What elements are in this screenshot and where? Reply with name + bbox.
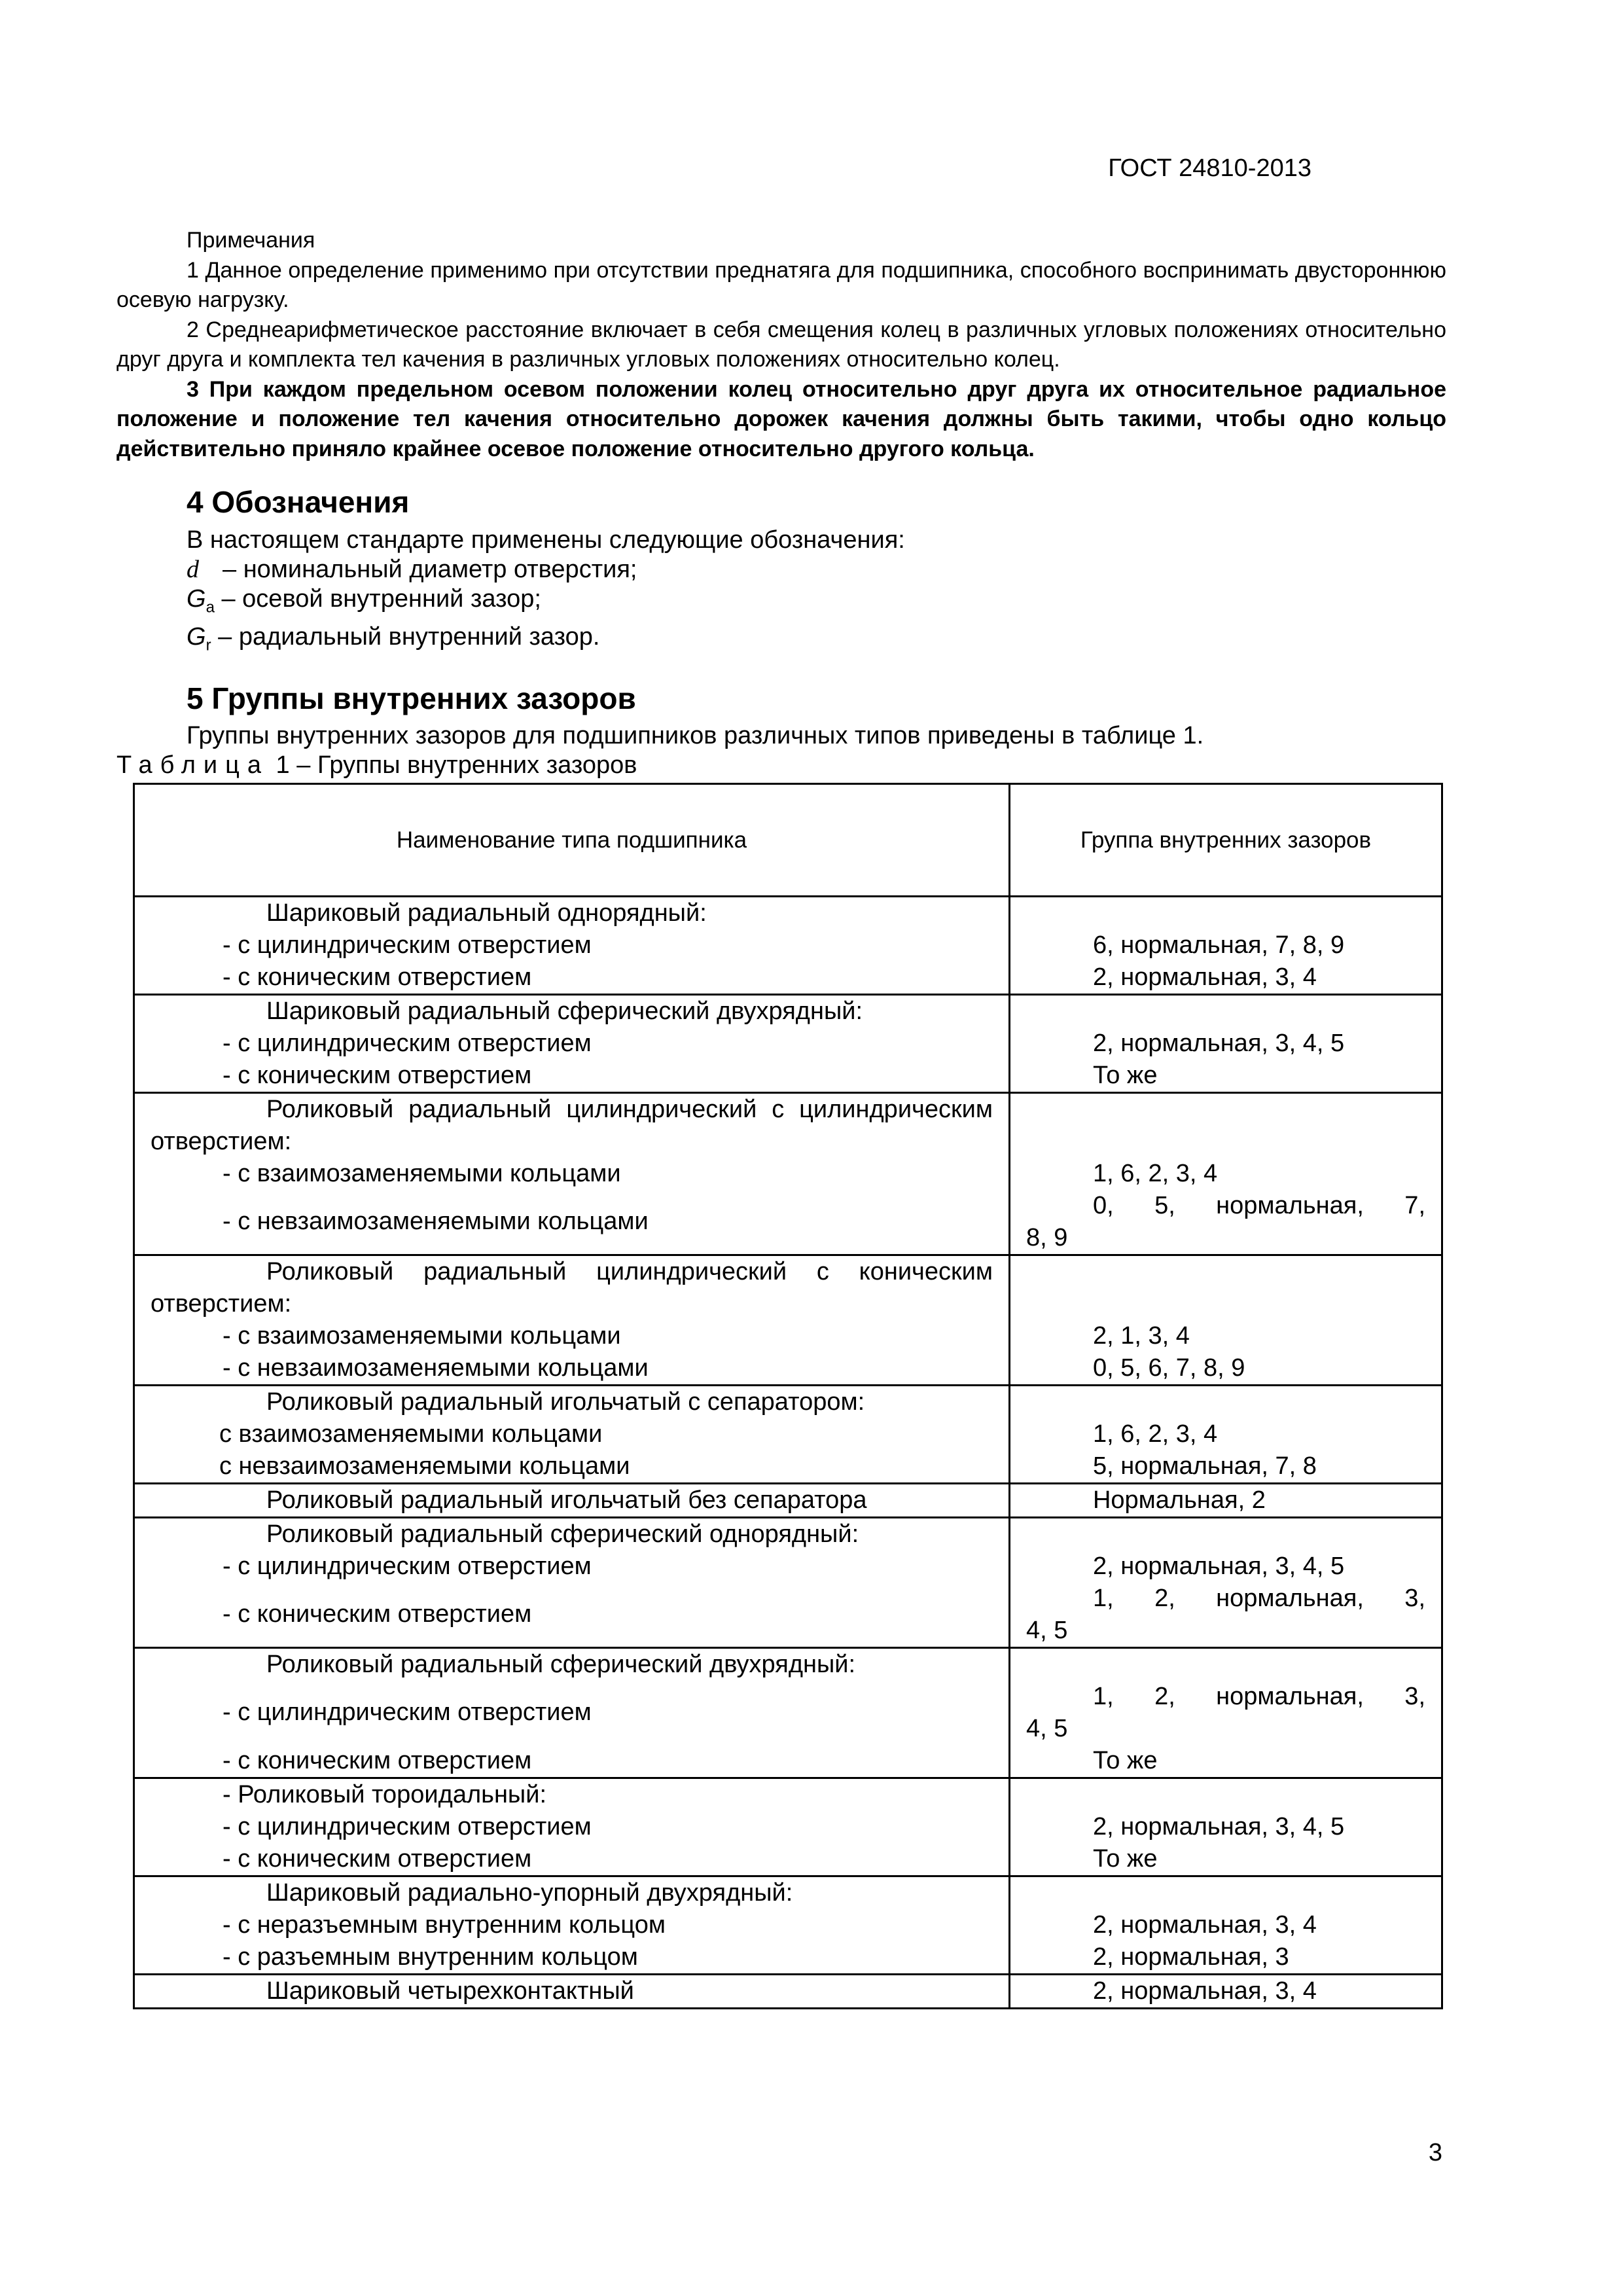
section-4-title: 4 Обозначения — [187, 485, 410, 519]
note-1: 1 Данное определение применимо при отсутствии преднатяга для подшипника, способного воспринимать двустороннюю осевую нагрузку. — [116, 257, 1446, 312]
note-3: 3 При каждом предельном осевом положении колец относительно друг друга их относительное радиальное положение и положение тел качения относительно дорожек качения должны быть такими, чтобы одно кольцо действительно приняло крайнее осевое положение относительно другого кольца. — [116, 376, 1446, 461]
table-caption-word: Таблица — [116, 751, 269, 779]
table-row: Роликовый радиальный игольчатый с сепаратором: с взаимозаменяемыми кольцами с невзаимозаменяемыми кольцами 1, 6, 2, 3, 4 5, нормальная, 7, 8 — [134, 1386, 1442, 1484]
table-header-row — [134, 784, 1442, 897]
note-2: 2 Среднеарифметическое расстояние включает в себя смещения колец в различных угловых положениях относительно друг друга и комплекта тел качения в различных угловых положениях относительно колец. — [116, 317, 1446, 372]
section-5-intro: Группы внутренних зазоров для подшипников различных типов приведены в таблице 1. — [187, 722, 1204, 749]
table-row: Роликовый радиальный цилиндрический с коническим отверстием: - с взаимозаменяемыми кольцами - с невзаимозаменяемыми кольцами 2, 1, 3, 4 0, 5, 6, 7, 8, 9 — [134, 1255, 1442, 1386]
table-row: Роликовый радиальный сферический однорядный: - с цилиндрическим отверстием - с коническим отверстием 2, нормальная, 3, 4, 5 1, 2, нормальная, 3, 4, 5 — [134, 1518, 1442, 1648]
symbol-item — [187, 555, 637, 584]
section-4-intro: В настоящем стандарте применены следующие обозначения: — [187, 526, 905, 554]
notes-title: Примечания — [187, 228, 315, 253]
table-row: Роликовый радиальный игольчатый без сепаратора Нормальная, 2 — [134, 1484, 1442, 1518]
symbol-desc: – радиальный внутренний зазор. — [218, 622, 600, 651]
column-header-bearing-type: Наименование типа подшипника — [134, 784, 1010, 897]
symbol-ga: $G_a$ — [187, 585, 215, 617]
table-row: Шариковый радиально-упорный двухрядный: - с неразъемным внутренним кольцом - с разъемным внутренним кольцом 2, нормальная, 3, 4 2, нормальная, 3 — [134, 1876, 1442, 1975]
page-number: 3 — [1428, 2139, 1442, 2166]
table-row: - Роликовый тороидальный: - с цилиндрическим отверстием - с коническим отверстием 2, нормальная, 3, 4, 5 То же — [134, 1778, 1442, 1876]
symbol-item — [187, 622, 637, 660]
symbols-list — [187, 555, 637, 660]
document-id: ГОСТ 24810-2013 — [1108, 154, 1311, 182]
symbol-gr: $G_r$ — [187, 622, 211, 655]
table-row: Шариковый радиальный однорядный: - с цилиндрическим отверстием - с коническим отверстием 6, нормальная, 7, 8, 9 2, нормальная, 3, 4 — [134, 897, 1442, 995]
table-caption-text: 1 – Группы внутренних зазоров — [269, 751, 637, 779]
table-row: Шариковый четырехконтактный 2, нормальная, 3, 4 — [134, 1975, 1442, 2009]
section-5-title: 5 Группы внутренних зазоров — [187, 681, 636, 715]
table-caption — [116, 751, 637, 780]
table-row: Роликовый радиальный сферический двухрядный: - с цилиндрическим отверстием - с коническим отверстием 1, 2, нормальная, 3, 4, 5 То же — [134, 1648, 1442, 1778]
table-row: Шариковый радиальный сферический двухрядный: - с цилиндрическим отверстием - с коническим отверстием 2, нормальная, 3, 4, 5 То же — [134, 995, 1442, 1093]
column-header-gap-group: Группа внутренних зазоров — [1009, 784, 1442, 897]
symbol-d: d — [187, 556, 199, 583]
table-row: Роликовый радиальный цилиндрический с цилиндрическим отверстием: - с взаимозаменяемыми кольцами - с невзаимозаменяемыми кольцами 1, 6, 2, 3, 4 0, 5, нормальная, 7, 8, 9 — [134, 1093, 1442, 1255]
notes-block — [116, 226, 1446, 464]
symbol-item — [187, 584, 637, 622]
symbol-desc: – номинальный диаметр отверстия; — [223, 556, 637, 583]
gaps-table — [133, 783, 1443, 2009]
symbol-desc: – осевой внутренний зазор; — [221, 585, 541, 613]
